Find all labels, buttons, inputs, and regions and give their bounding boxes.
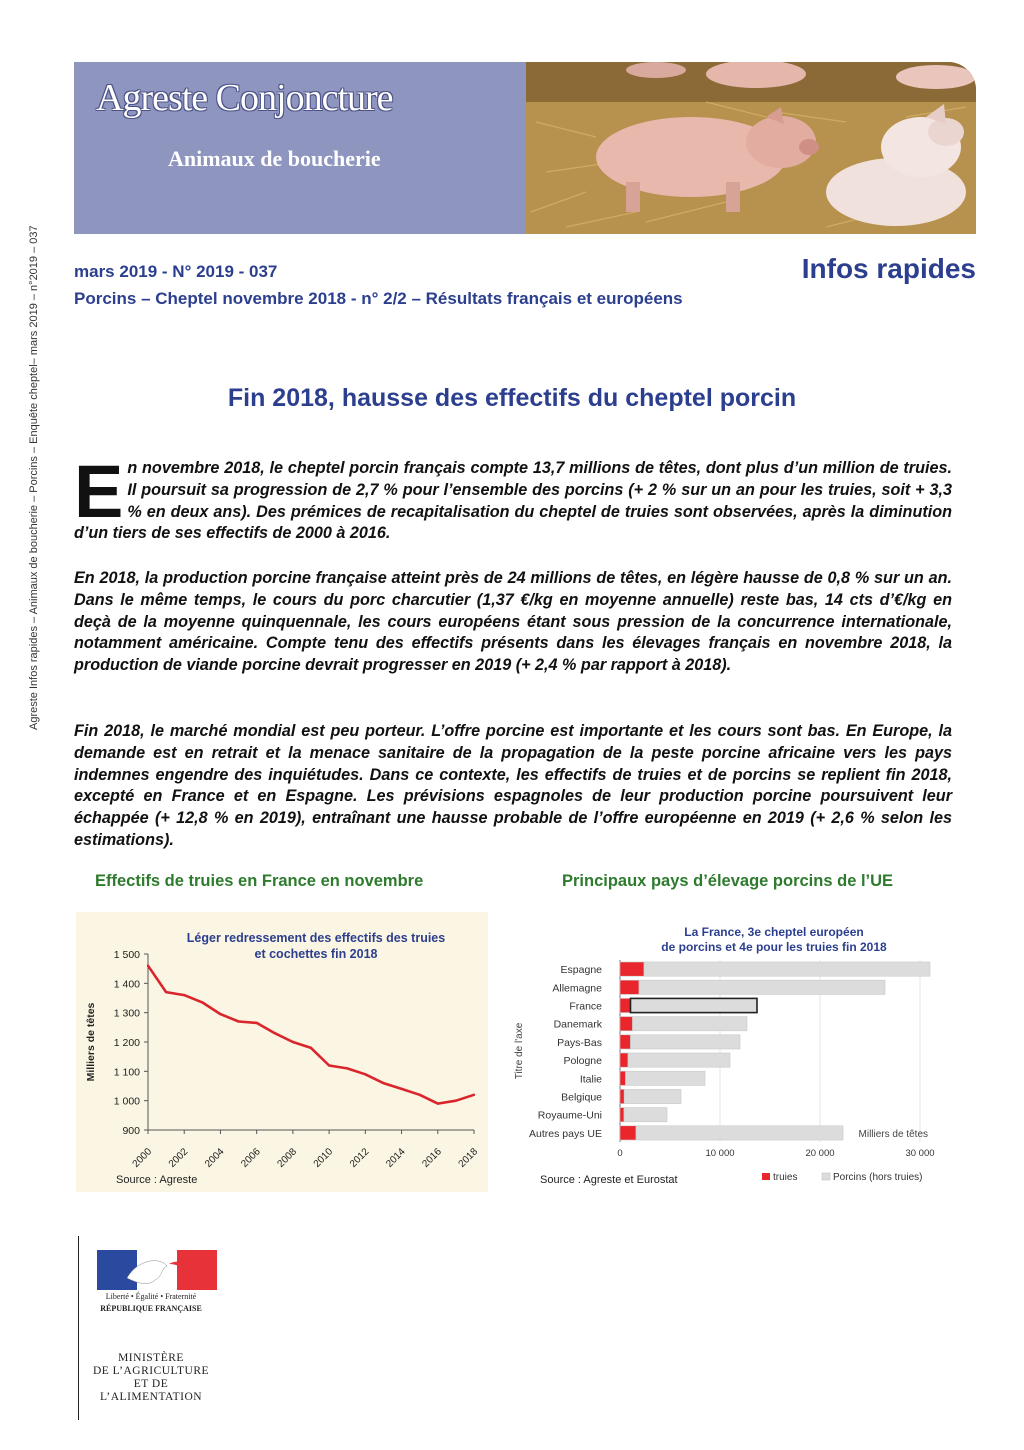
bar-sows xyxy=(620,1035,631,1049)
bar-sows xyxy=(620,1071,626,1085)
ministry-line-3: ET DE xyxy=(133,1378,169,1390)
bar-pigs xyxy=(633,1017,748,1031)
x-tick-label: 2010 xyxy=(311,1146,336,1170)
bar-pigs xyxy=(644,962,930,976)
data-point xyxy=(364,1073,366,1075)
bar-sows xyxy=(620,980,639,994)
data-point xyxy=(237,1020,239,1022)
section-title: Animaux de boucherie xyxy=(168,146,381,171)
bar-sows xyxy=(620,1053,628,1067)
legend-label-sows: truies xyxy=(773,1172,798,1183)
y-tick-label: 1 200 xyxy=(113,1037,140,1049)
category-label: Danemark xyxy=(553,1018,602,1031)
category-label: France xyxy=(569,1000,602,1013)
pigs-photo xyxy=(526,62,976,234)
data-point xyxy=(165,991,167,993)
bar-sows xyxy=(620,1108,624,1122)
y-axis-label: Titre de l'axe xyxy=(514,1022,525,1080)
bar-pigs xyxy=(626,1071,706,1085)
issue-number: mars 2019 - N° 2019 - 037 xyxy=(74,262,278,281)
x-tick-label: 2008 xyxy=(275,1146,300,1170)
data-point xyxy=(292,1041,294,1043)
bar-pigs xyxy=(624,1089,681,1103)
category-label: Italie xyxy=(579,1073,602,1086)
right-chart-heading: Principaux pays d’élevage porcins de l’UE xyxy=(562,872,894,890)
y-tick-label: 900 xyxy=(122,1125,140,1137)
bar-sows xyxy=(620,962,644,976)
data-point xyxy=(418,1094,420,1096)
data-point xyxy=(346,1067,348,1069)
category-label: Allemagne xyxy=(552,982,602,995)
data-point xyxy=(382,1082,384,1084)
category-label: Royaume-Uni xyxy=(537,1109,602,1122)
chart-source: Source : Agreste xyxy=(116,1174,198,1186)
ministry-line-4: L’ALIMENTATION xyxy=(99,1391,203,1403)
marianne-logo xyxy=(97,1250,217,1298)
category-label: Autres pays UE xyxy=(529,1127,602,1140)
legend-label-pigs: Porcins (hors truies) xyxy=(833,1172,923,1183)
legend-swatch-sows xyxy=(762,1173,770,1180)
chart-title-line: La France, 3e cheptel européen xyxy=(684,925,864,939)
x-tick-label: 2018 xyxy=(456,1146,481,1170)
data-point xyxy=(147,965,149,967)
category-label: Pologne xyxy=(563,1055,602,1068)
bar-pigs xyxy=(624,1108,667,1122)
subject-line: Porcins – Cheptel novembre 2018 - n° 2/2 – Résultats français et européens xyxy=(74,289,683,308)
drop-cap: E xyxy=(74,450,124,533)
data-point xyxy=(400,1088,402,1090)
x-tick-label: 0 xyxy=(617,1148,623,1159)
eu-bar-chart xyxy=(506,912,952,1192)
data-point xyxy=(473,1094,475,1096)
bar-sows xyxy=(620,998,631,1012)
data-point xyxy=(255,1022,257,1024)
category-label: Belgique xyxy=(561,1091,602,1104)
x-tick-label: 2004 xyxy=(203,1146,227,1170)
bar-pigs xyxy=(631,998,758,1012)
sows-line-chart xyxy=(76,912,488,1192)
data-point xyxy=(455,1099,457,1101)
bar-pigs xyxy=(628,1053,730,1067)
data-point xyxy=(437,1102,439,1104)
bar-sows xyxy=(620,1089,624,1103)
x-tick-label: 2002 xyxy=(166,1146,191,1170)
data-point xyxy=(183,994,185,996)
header-banner xyxy=(74,62,976,234)
ministry-line-1: MINISTÈRE xyxy=(118,1352,184,1364)
data-point xyxy=(201,1001,203,1003)
paragraph-2: En 2018, la production porcine française atteint près de 24 millions de têtes, en légère hausse de 0,8 % sur un an. Dans le même temps, le cours du porc charcutier (1,37 €/kg en moyenne annuelle) reste bas, 14 cts d’€/kg en deçà de la moyenne quinquennale, les cours européens étant sous pression de la concurrence internationale, notamment américaine. Compte tenu des effectifs présents dans les élevages français en novembre 2018, la production de viande porcine devrait progresser en 2019 (+ 2,4 % par rapport à 2018). xyxy=(74,569,952,675)
x-tick-label: 2000 xyxy=(130,1146,155,1170)
data-point xyxy=(328,1064,330,1066)
side-reference-text: Agreste Infos rapides – Animaux de boucherie – Porcins – Enquête cheptel– mars 2019 – n°2019 – 037 xyxy=(28,225,40,730)
chart-title-line: Léger redressement des effectifs des truies xyxy=(186,931,446,945)
publication-type: Infos rapides xyxy=(801,253,976,284)
x-tick-label: 10 000 xyxy=(705,1148,735,1159)
chart-title-line: de porcins et 4e pour les truies fin 2018 xyxy=(661,940,887,954)
republic-label: RÉPUBLIQUE FRANÇAISE xyxy=(100,1304,202,1313)
x-tick-label: 2012 xyxy=(347,1146,372,1170)
ministry-line-2: DE L’AGRICULTURE xyxy=(92,1365,210,1377)
category-label: Pays-Bas xyxy=(557,1036,602,1049)
motto: Liberté • Égalité • Fraternité xyxy=(105,1292,197,1301)
y-tick-label: 1 100 xyxy=(113,1066,140,1079)
data-point xyxy=(310,1047,312,1049)
headline: Fin 2018, hausse des effectifs du cheptel porcin xyxy=(227,384,797,412)
bar-sows xyxy=(620,1126,636,1140)
x-tick-label: 2006 xyxy=(239,1146,263,1170)
y-tick-label: 1 400 xyxy=(113,978,140,991)
y-tick-label: 1 500 xyxy=(113,949,140,961)
chart-source: Source : Agreste et Eurostat xyxy=(540,1174,678,1186)
x-tick-label: 2016 xyxy=(420,1146,444,1170)
paragraph-3: Fin 2018, le marché mondial est peu porteur. L’offre porcine est importante et les cours sont bas. En Europe, la demande est en retrait et la menace sanitaire de la propagation de la peste porcine africaine vers les pays indemnes engendre des inquiétudes. Dans ce contexte, les effectifs de truies et de porcins se replient fin 2018, excepté en France et en Espagne. Les prévisions espagnoles de leur production porcine poursuivent leur échappée (+ 12,8 % en 2019), entraînant une hausse probable de l’offre européenne en 2019 (+ 2,6 % selon les estimations). xyxy=(74,722,952,849)
ministry-logo xyxy=(78,1236,223,1420)
bar-sows xyxy=(620,1017,633,1031)
chart-title-line: et cochettes fin 2018 xyxy=(254,947,378,961)
bar-pigs xyxy=(636,1126,843,1140)
bar-pigs xyxy=(639,980,885,994)
unit-label: Milliers de têtes xyxy=(858,1128,928,1140)
data-point xyxy=(219,1013,221,1015)
y-axis-label: Milliers de têtes xyxy=(85,1002,97,1082)
paragraph-1 xyxy=(74,450,952,545)
bar-pigs xyxy=(631,1035,741,1049)
legend-swatch-pigs xyxy=(822,1173,830,1180)
data-point xyxy=(274,1032,276,1034)
y-tick-label: 1 000 xyxy=(113,1095,140,1108)
x-tick-label: 20 000 xyxy=(805,1148,835,1159)
category-label: Espagne xyxy=(560,964,602,977)
y-tick-label: 1 300 xyxy=(113,1007,140,1020)
paragraph-1-text: n novembre 2018, le cheptel porcin français compte 13,7 millions de têtes, dont plus d’un million de truies. Il poursuit sa progression de 2,7 % pour l’ensemble des porcins (+ 2 % sur un an pour les truies, soit + 3,3 % en deux ans). Des prémices de recapitalisation du cheptel de truies sont observées, après la diminution d’un tiers de ses effectifs de 2000 à 2016. xyxy=(74,459,952,543)
x-tick-label: 30 000 xyxy=(905,1148,935,1159)
brand-title: Agreste Conjoncture xyxy=(96,77,393,119)
x-tick-label: 2014 xyxy=(384,1146,408,1170)
left-chart-heading: Effectifs de truies en France en novembre xyxy=(95,872,424,890)
